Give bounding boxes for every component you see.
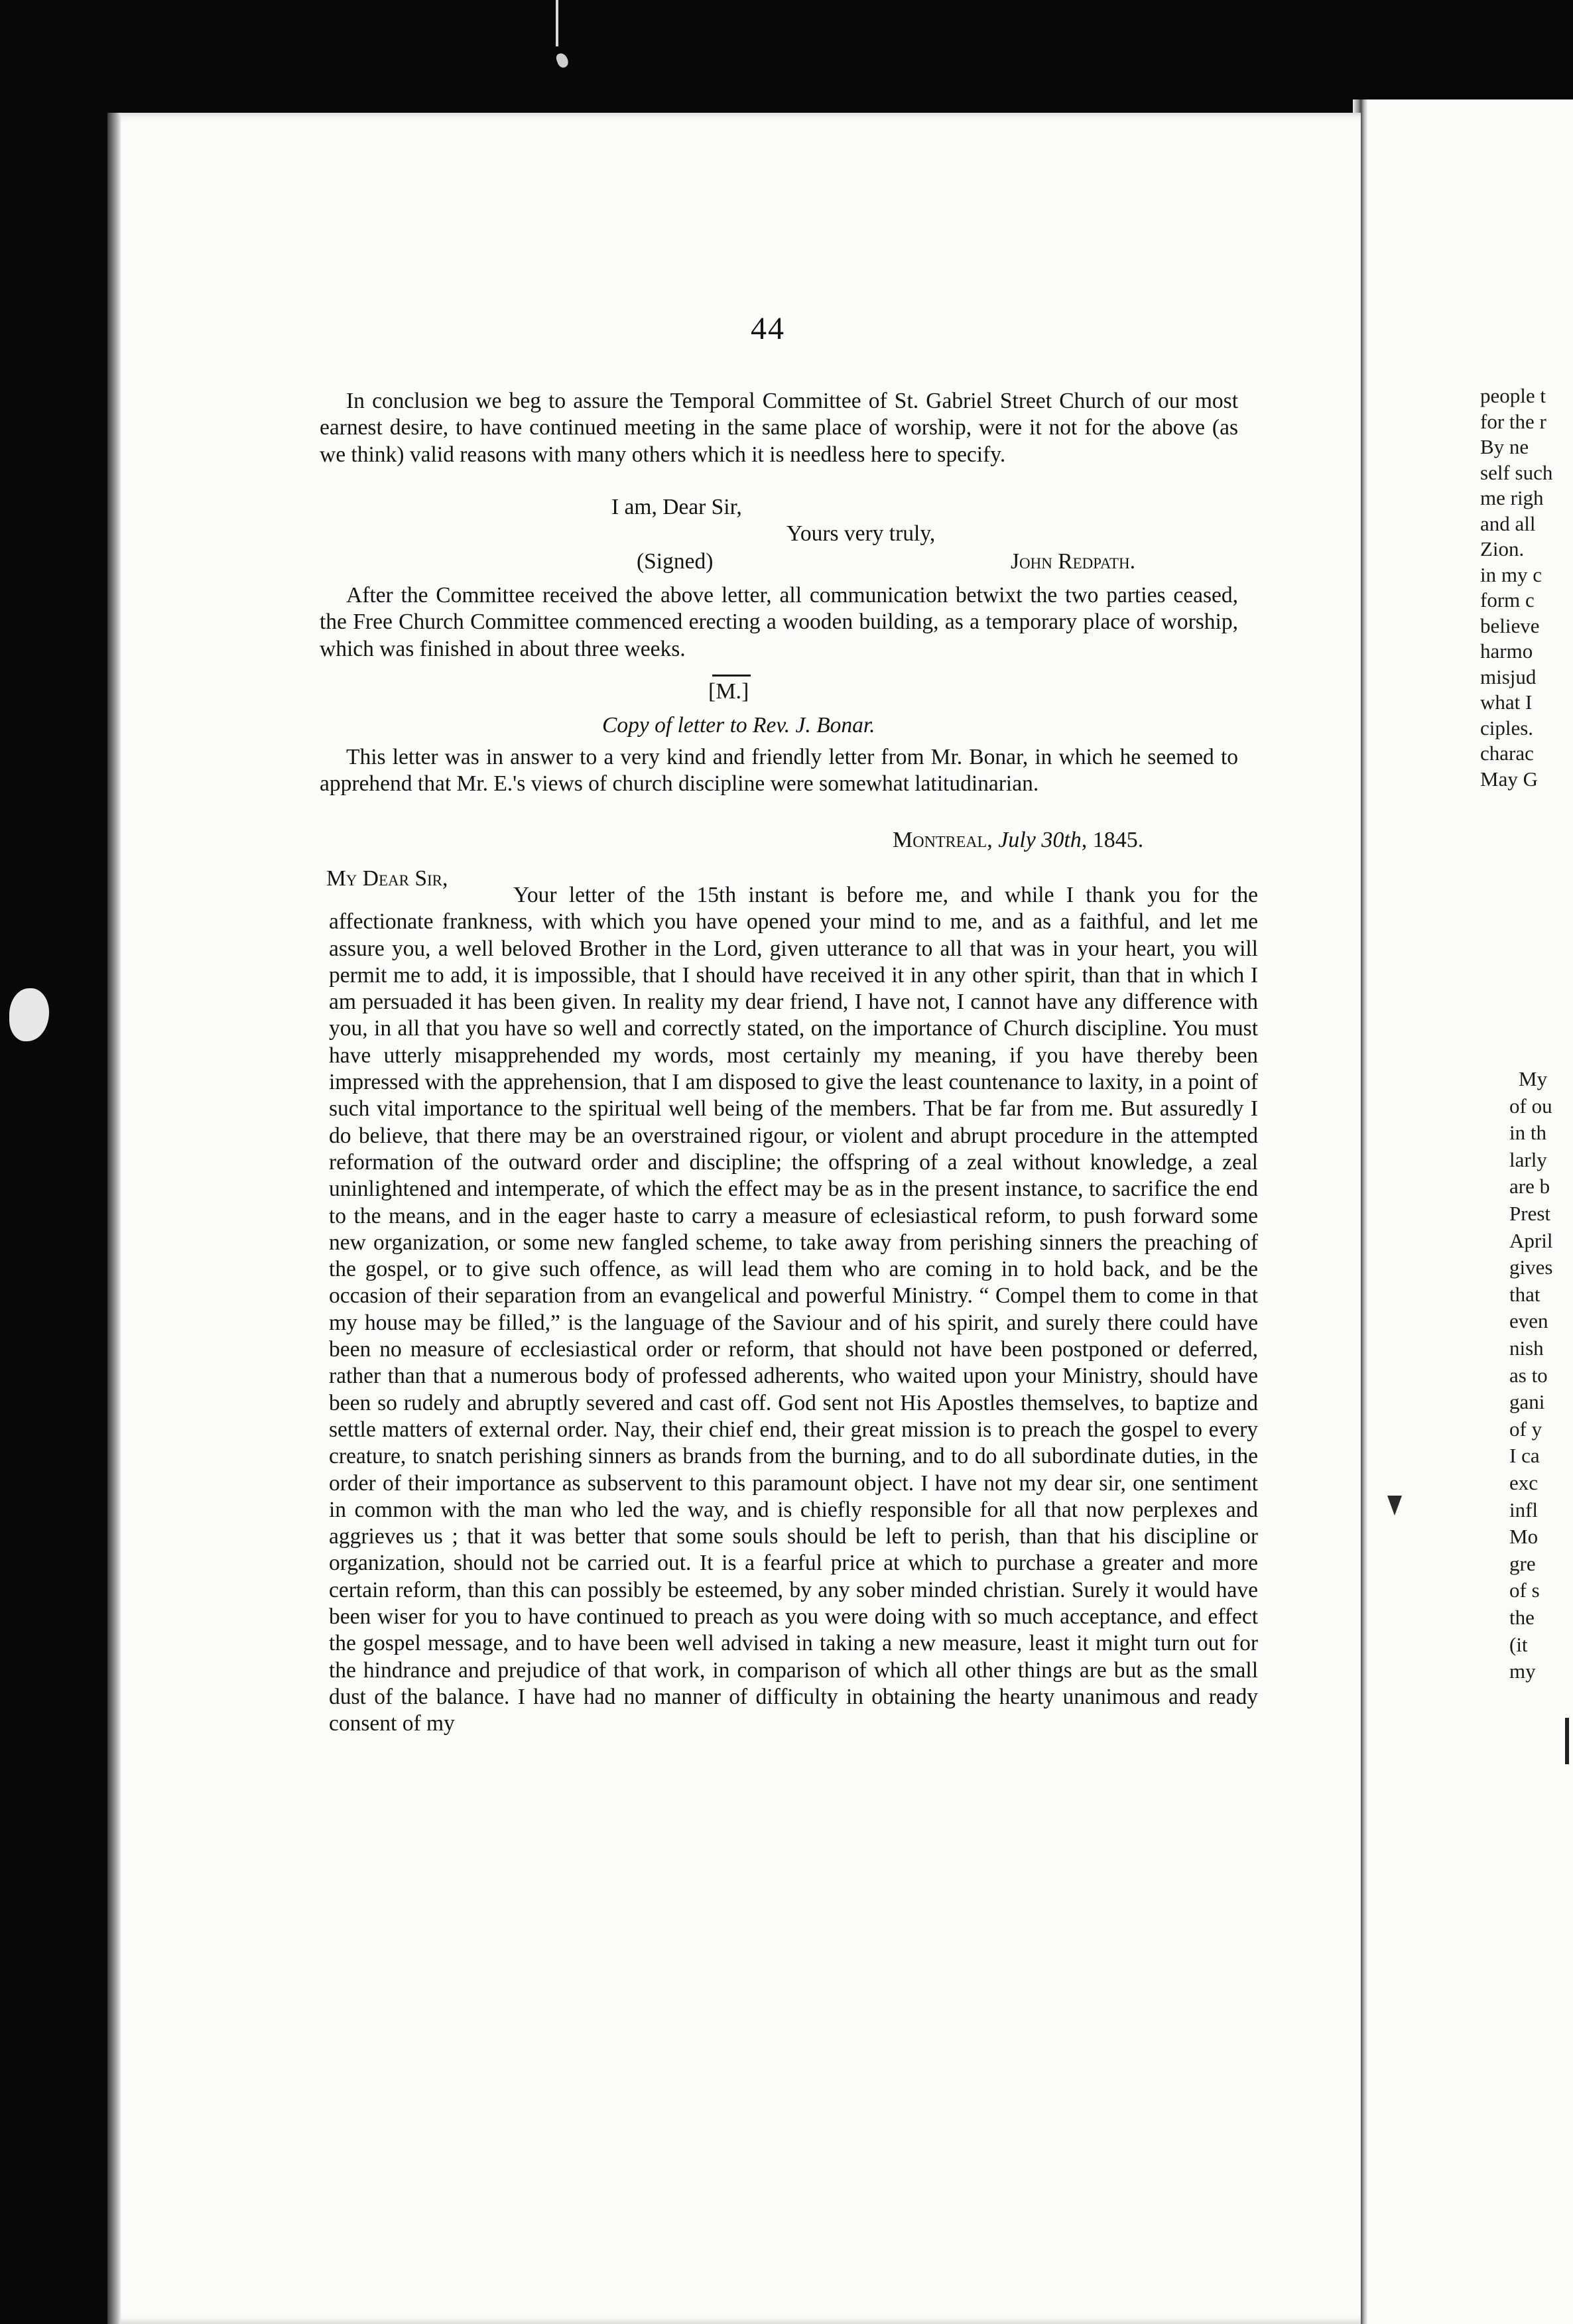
letter-body-text: Your letter of the 15th instant is before me, and while I thank you for the affectionate frankness, with which you have opened your mind to me, and as a faithful, and let me assure you, a well beloved Brother in the Lord, given utterance to all that was in your heart, you will permit me to add, it is impossible, that I should have received it in any other spirit, than that in which I am persuaded it has been given. In reality my dear friend, I have not, I cannot have any difference with you, in all that you have so well and correctly stated, on the importance of Church discipline. You must have utterly misapprehended my words, most certainly my meaning, if you have thereby been impressed with the apprehension, that I am disposed to give the least countenance to laxity, in a point of such vital importance to the spiritual well being of the members. That be far from me. But assuredly I do believe, that there may be an overstrained rigour, or violent and abrupt procedure in the attempted reformation of the outward order and discipline; the offspring of a zeal without knowledge, a zeal uninlightened and intemperate, of which the effect may be as in the present instance, to sacrifice the end to the means, and in the eager haste to carry a measure of eclesiastical reform, to push forward some new organization, or some new fangled scheme, to take away from perishing sinners the preaching of the gospel, or to give such offence, as will lead them who are coming in to hold back, and be the occasion of their separation from an evangelical and powerful Ministry. “ Compel them to come in that my house may be filled,” is the language of the Saviour and of his spirit, and surely there could have been no measure of ecclesiastical order or reform, that should not have been postponed or deferred, rather than that a numerous body of professed adherents, who waited upon your Ministry, should have been so rudely and abruptly severed and cast off. God sent not His Apostles themselves, to baptize and settle matters of external order. Nay, their chief end, their great mission is to preach the gospel to every creature, to snatch perishing sinners as brands from the burning, and to do all subordinate duties, in the order of their importance as subservent to this paramount object. I have not my dear sir, one sentiment in common with the man who led the way, and is chiefly responsible for all that now perplexes and aggrieves us ; that it was better that some souls should be left to perish, than that his discipline or organization, should not be carried out. It is a fearful price at which to purchase a greater and more certain reform, than this can possibly be esteemed, by any sober minded christian. Surely it would have been wiser for you to have continued to preach as you were doing with so much acceptance, and effect the gospel message, and to have been well advised in taking a new measure, least it might turn out for the hindrance and prejudice of that work, in comparison of which all other things are but as the small dust of the balance. I have had no manner of difficulty in obtaining the hearty unanimous and ready consent of my xyxy=(329,883,1258,1736)
facing-page-line: exc xyxy=(1509,1471,1539,1494)
facing-page-line: May G xyxy=(1480,767,1538,791)
margin-bar xyxy=(1565,1718,1569,1764)
facing-page-line: of y xyxy=(1509,1417,1542,1441)
closing-i-am: I am, Dear Sir, xyxy=(611,495,742,519)
facing-page-line: nish xyxy=(1509,1336,1544,1360)
arrow-down-icon xyxy=(1387,1496,1402,1516)
closing-yours: Yours very truly, xyxy=(786,521,936,546)
dateline-date: July 30th, xyxy=(998,828,1088,852)
section-title: Copy of letter to Rev. J. Bonar. xyxy=(602,713,875,738)
facing-page-line: in th xyxy=(1509,1121,1546,1145)
conclusion-paragraph: In conclusion we beg to assure the Temporal Committee of St. Gabriel Street Church of our most earnest desire, to have continued meeting in the same place of worship, were it not for the above (as we think) valid reasons with many others which it is needless here to specify. xyxy=(320,389,1238,467)
facing-page-line: harmo xyxy=(1480,639,1533,663)
facing-page-line: my xyxy=(1509,1659,1536,1683)
section-rule xyxy=(712,675,751,677)
section-label: [M.] xyxy=(708,679,749,704)
salutation: My Dear Sir, xyxy=(326,866,448,891)
facing-page-line: gives xyxy=(1509,1256,1553,1279)
facing-page-line: believe xyxy=(1480,613,1540,637)
facing-page-line: me righ xyxy=(1480,486,1544,509)
after-paragraph: After the Committee received the above letter, all communication betwixt the two parties ceased, the Free Church Committee commenced erecting a wooden building, as a temporary place of worship, which was finished in about three weeks. xyxy=(320,583,1238,661)
facing-page-line: that xyxy=(1509,1282,1541,1306)
facing-page-line: as to xyxy=(1509,1363,1548,1387)
intro-paragraph: This letter was in answer to a very kind and friendly letter from Mr. Bonar, in which he seemed to apprehend that Mr. E.'s views of church discipline were somewhat latitudinarian. xyxy=(320,745,1238,797)
closing-signed: (Signed) xyxy=(637,549,714,574)
facing-page-line: the xyxy=(1509,1606,1535,1629)
facing-page-line: and all xyxy=(1480,511,1536,535)
page-number: 44 xyxy=(751,311,785,346)
facing-page-line: are b xyxy=(1509,1175,1550,1198)
facing-page-line: Mo xyxy=(1509,1525,1539,1549)
facing-page-line: My xyxy=(1519,1067,1548,1090)
facing-page-line: for the r xyxy=(1480,409,1546,433)
facing-page-line: larly xyxy=(1509,1147,1547,1171)
facing-page-line: gani xyxy=(1509,1390,1545,1414)
dateline-city: Montreal, xyxy=(893,828,993,852)
facing-page-line: Zion. xyxy=(1480,537,1525,560)
facing-page-line: By ne xyxy=(1480,435,1529,458)
facing-page-line: even xyxy=(1509,1309,1548,1333)
facing-page-line: (it xyxy=(1509,1632,1528,1656)
facing-page-line: in my c xyxy=(1480,562,1542,586)
signatory-name: John Redpath. xyxy=(1011,549,1136,574)
letter-body xyxy=(329,882,1258,1738)
facing-page-line: misjud xyxy=(1480,665,1537,688)
facing-page-line: people t xyxy=(1480,384,1546,407)
dateline xyxy=(893,828,1143,853)
facing-page-line: form c xyxy=(1480,588,1535,612)
facing-page-line: I ca xyxy=(1509,1444,1540,1468)
facing-page-line: of s xyxy=(1509,1579,1540,1602)
page-binding-edge xyxy=(107,113,121,2324)
facing-page-line: self such xyxy=(1480,460,1553,484)
facing-page-line: April xyxy=(1509,1228,1553,1252)
scan-scratch-mark xyxy=(556,0,558,46)
facing-page-line: Prest xyxy=(1509,1202,1550,1225)
facing-page-line: ciples. xyxy=(1480,716,1534,740)
facing-page-line: charac xyxy=(1480,742,1534,765)
facing-page-line: infl xyxy=(1509,1498,1539,1521)
dateline-year: 1845. xyxy=(1092,828,1144,852)
facing-page-line: of ou xyxy=(1509,1094,1552,1118)
facing-page-line: gre xyxy=(1509,1551,1536,1575)
facing-page-line: what I xyxy=(1480,690,1533,714)
